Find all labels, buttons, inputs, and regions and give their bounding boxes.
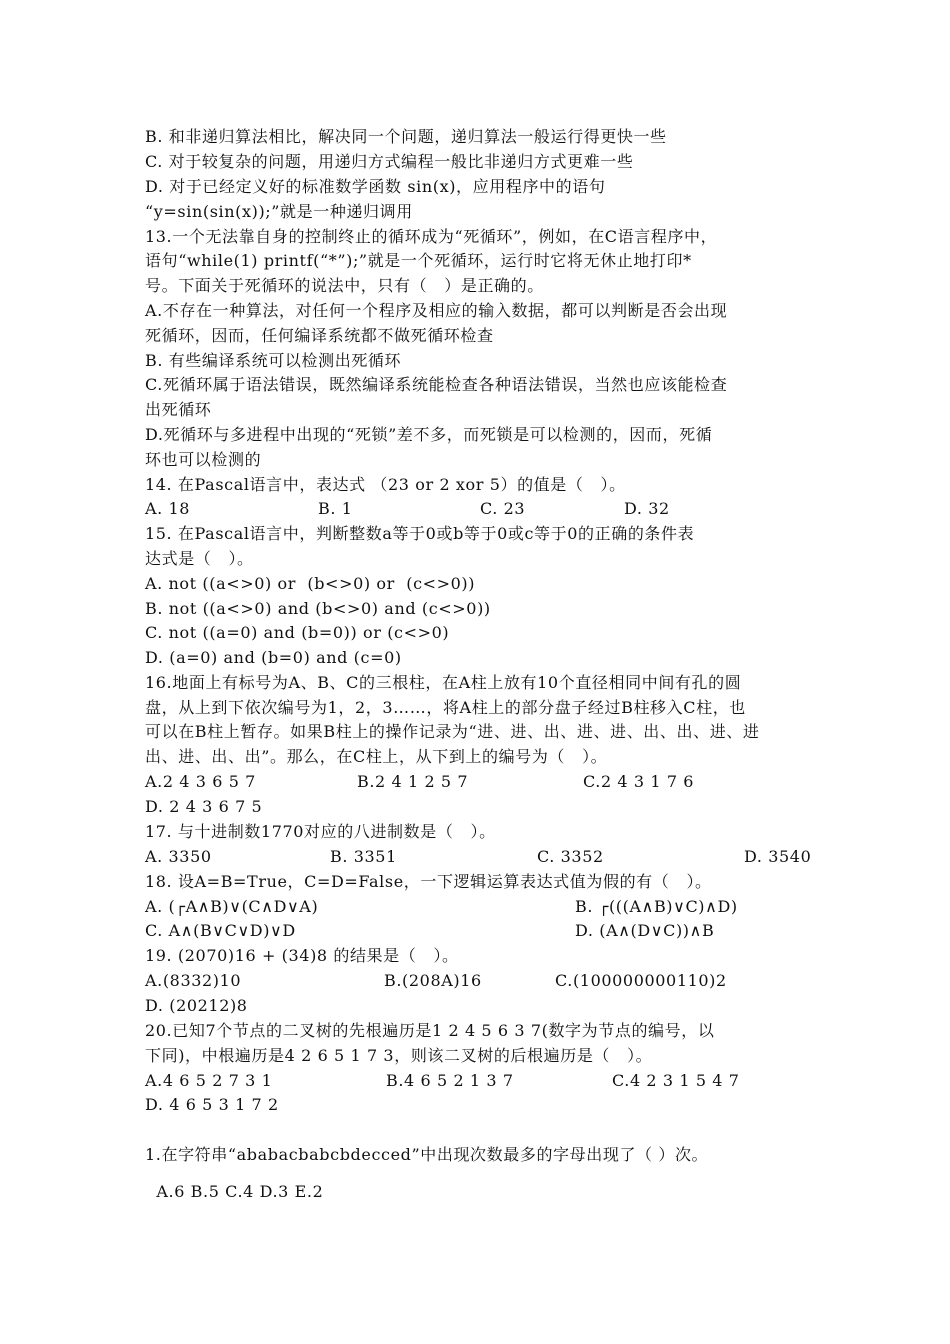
q20-option-a: A.4 6 5 2 7 3 1 [145, 1071, 273, 1090]
q16-stem-4: 出、进、出、出”。那么，在C柱上，从下到上的编号为（ ）。 [145, 747, 608, 766]
q18-option-a: A. (┌A∧B)∨(C∧D∨A) [145, 897, 319, 916]
q14-option-d: D. 32 [624, 499, 670, 518]
q18-option-b: B. ┌(((A∧B)∨C)∧D) [575, 897, 738, 916]
q17-stem: 17. 与十进制数1770对应的八进制数是（ ）。 [145, 822, 496, 841]
q18-option-c: C. A∧(B∨C∨D)∨D [145, 921, 296, 940]
q16-option-a: A.2 4 3 6 5 7 [145, 772, 256, 791]
q17-option-d: D. 3540 [744, 847, 812, 866]
q19-option-c: C.(100000000110)2 [555, 971, 727, 990]
q13-option-d-cont: 环也可以检测的 [145, 450, 262, 469]
q19-option-b: B.(208A)16 [384, 971, 482, 990]
q13-option-a: A.不存在一种算法，对任何一个程序及相应的输入数据，都可以判断是否会出现 [145, 301, 728, 320]
q13-stem: 13.一个无法靠自身的控制终止的循环成为“死循环”，例如，在C语言程序中， [145, 227, 718, 246]
q13-stem-3: 号。下面关于死循环的说法中，只有（ ）是正确的。 [145, 276, 544, 295]
q18-stem: 18. 设A=B=True，C=D=False，一下逻辑运算表达式值为假的有（ ）。 [145, 872, 712, 891]
q13-option-a-cont: 死循环，因而，任何编译系统都不做死循环检查 [145, 326, 494, 345]
q16-stem: 16.地面上有标号为A、B、C的三根柱，在A柱上放有10个直径相同中间有孔的圆 [145, 673, 742, 692]
q12-option-d: D. 对于已经定义好的标准数学函数 sin(x)，应用程序中的语句 [145, 177, 606, 196]
q15-stem: 15. 在Pascal语言中，判断整数a等于0或b等于0或c等于0的正确的条件表 [145, 524, 695, 543]
q16-stem-2: 盘，从上到下依次编号为1，2，3……，将A柱上的部分盘子经过B柱移入C柱，也 [145, 698, 746, 717]
q16-option-b: B.2 4 1 2 5 7 [357, 772, 469, 791]
q14-option-b: B. 1 [318, 499, 353, 518]
q15-stem-2: 达式是（ ）。 [145, 549, 254, 568]
q16-option-c: C.2 4 3 1 7 6 [583, 772, 695, 791]
extra-q1-stem: 1.在字符串“ababacbabcbdecced”中出现次数最多的字母出现了（ ）次。 [145, 1145, 709, 1164]
q20-option-d: D. 4 6 5 3 1 7 2 [145, 1095, 279, 1114]
q18-option-d: D. (A∧(D∨C))∧B [575, 921, 715, 940]
q17-option-b: B. 3351 [330, 847, 397, 866]
q12-option-d-cont: “y=sin(sin(x));”就是一种递归调用 [145, 202, 413, 221]
q12-option-c: C. 对于较复杂的问题，用递归方式编程一般比非递归方式更难一些 [145, 152, 634, 171]
q13-option-b: B. 有些编译系统可以检测出死循环 [145, 351, 402, 370]
q16-stem-3: 可以在B柱上暂存。如果B柱上的操作记录为“进、进、出、进、进、出、出、进、进 [145, 722, 760, 741]
q13-option-c-cont: 出死循环 [145, 400, 212, 419]
q13-stem-2: 语句“while(1) printf(“*”);”就是一个死循环，运行时它将无休止地打印* [145, 251, 692, 270]
q15-option-c: C. not ((a=0) and (b=0)) or (c<>0) [145, 623, 450, 642]
q19-stem: 19. (2070)16 + (34)8 的结果是（ ）。 [145, 946, 459, 965]
q17-option-a: A. 3350 [145, 847, 212, 866]
q20-stem: 20.已知7个节点的二叉树的先根遍历是1 2 4 5 6 3 7(数字为节点的编号，以 [145, 1021, 715, 1040]
q20-stem-2: 下同)，中根遍历是4 2 6 5 1 7 3，则该二叉树的后根遍历是（ ）。 [145, 1046, 653, 1065]
q14-option-a: A. 18 [145, 499, 191, 518]
q15-option-b: B. not ((a<>0) and (b<>0) and (c<>0)) [145, 599, 491, 618]
q12-option-b: B. 和非递归算法相比，解决同一个问题，递归算法一般运行得更快一些 [145, 127, 667, 146]
q14-option-c: C. 23 [480, 499, 526, 518]
q15-option-d: D. (a=0) and (b=0) and (c=0) [145, 648, 402, 667]
extra-q1-options: A.6 B.5 C.4 D.3 E.2 [145, 1182, 324, 1201]
q13-option-d: D.死循环与多进程中出现的“死锁”差不多，而死锁是可以检测的，因而，死循 [145, 425, 713, 444]
q19-option-d: D. (20212)8 [145, 996, 248, 1015]
q15-option-a: A. not ((a<>0) or (b<>0) or (c<>0)) [145, 574, 476, 593]
q13-option-c: C.死循环属于语法错误，既然编译系统能检查各种语法错误，当然也应该能检查 [145, 375, 728, 394]
q14-stem: 14. 在Pascal语言中，表达式 （23 or 2 xor 5）的值是（ ）。 [145, 475, 626, 494]
q20-option-c: C.4 2 3 1 5 4 7 [612, 1071, 740, 1090]
q19-option-a: A.(8332)10 [145, 971, 242, 990]
q20-option-b: B.4 6 5 2 1 3 7 [386, 1071, 514, 1090]
q17-option-c: C. 3352 [537, 847, 604, 866]
q16-option-d: D. 2 4 3 6 7 5 [145, 797, 263, 816]
